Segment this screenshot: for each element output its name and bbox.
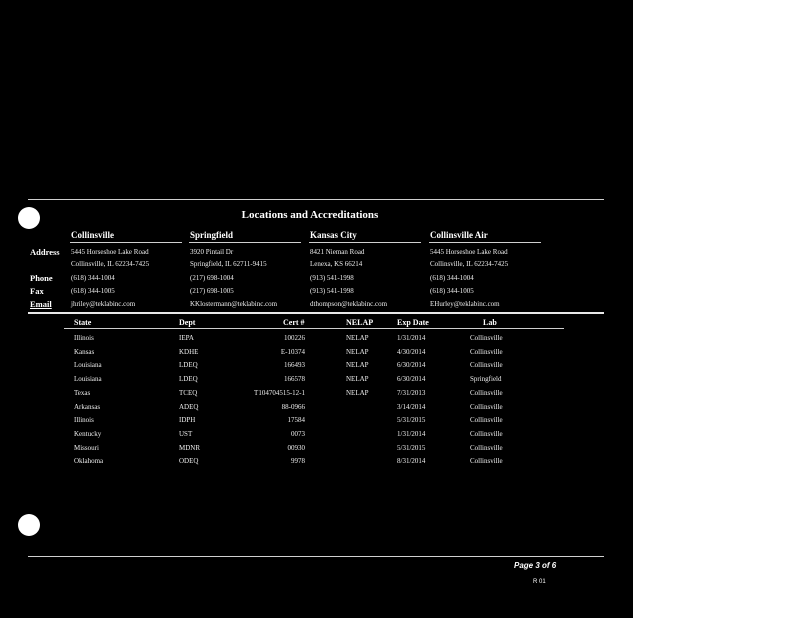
col-header-lab: Lab xyxy=(483,318,497,327)
revision-tag: R 01 xyxy=(533,579,546,585)
table-cell: 6/30/2014 xyxy=(397,361,426,370)
table-cell: 7/31/2013 xyxy=(397,388,426,397)
section-rule xyxy=(28,312,604,314)
phone-label: Phone xyxy=(30,273,53,283)
table-cell: 1/31/2014 xyxy=(397,334,426,342)
table-cell: Springfield xyxy=(470,375,502,384)
table-header-rule xyxy=(64,328,564,329)
address-line1: 3920 Pintail Dr xyxy=(190,248,234,256)
table-cell: 9978 xyxy=(291,457,305,466)
phone-value: (618) 344-1004 xyxy=(71,274,115,282)
address-line2: Springfield, IL 62711-9415 xyxy=(190,260,267,268)
table-cell: Collinsville xyxy=(470,457,503,466)
table-cell: 1/31/2014 xyxy=(397,429,426,438)
address-line1: 5445 Horseshoe Lake Road xyxy=(430,248,508,256)
location-underline xyxy=(70,242,182,243)
table-cell: 166578 xyxy=(284,375,305,384)
table-cell: KDHE xyxy=(179,347,199,356)
punch-hole xyxy=(18,207,40,229)
table-cell: 5/31/2015 xyxy=(397,443,426,452)
address-label: Address xyxy=(30,247,60,257)
table-cell: LDEQ xyxy=(179,361,198,370)
address-line2: Collinsville, IL 62234-7425 xyxy=(71,260,150,268)
location-header: Springfield xyxy=(190,230,234,240)
location-header: Collinsville Air xyxy=(430,230,488,240)
table-cell: Collinsville xyxy=(470,388,503,397)
fax-value: (913) 541-1998 xyxy=(310,287,354,295)
table-cell: IEPA xyxy=(179,334,194,342)
table-cell: E-10374 xyxy=(280,347,305,356)
email-label: Email xyxy=(30,299,52,309)
table-cell: NELAP xyxy=(346,388,369,397)
table-cell: Kentucky xyxy=(74,429,102,438)
table-cell: ADEQ xyxy=(179,402,199,411)
location-header: Collinsville xyxy=(71,230,115,240)
address-line1: 5445 Horseshoe Lake Road xyxy=(71,248,149,256)
top-rule xyxy=(28,199,604,200)
address-line2: Collinsville, IL 62234-7425 xyxy=(430,260,509,268)
table-cell: ODEQ xyxy=(179,457,199,466)
email-value[interactable]: KKlostermann@teklabinc.com xyxy=(190,300,278,308)
email-value[interactable]: jhriley@teklabinc.com xyxy=(71,300,136,308)
table-cell: 4/30/2014 xyxy=(397,347,426,356)
location-underline xyxy=(309,242,421,243)
table-cell: Oklahoma xyxy=(74,457,104,466)
table-cell: 3/14/2014 xyxy=(397,402,426,411)
location-underline xyxy=(429,242,541,243)
bottom-rule xyxy=(28,556,604,557)
email-value[interactable]: EHurley@teklabinc.com xyxy=(430,300,500,308)
punch-hole xyxy=(18,514,40,536)
table-cell: Illinois xyxy=(74,416,94,425)
table-cell: Collinsville xyxy=(470,416,503,425)
table-cell: NELAP xyxy=(346,347,369,356)
phone-value: (217) 698-1004 xyxy=(190,274,234,282)
table-cell: TCEQ xyxy=(179,388,198,397)
table-cell: Arkansas xyxy=(74,402,101,411)
table-cell: Kansas xyxy=(74,347,95,356)
phone-value: (618) 344-1004 xyxy=(430,274,474,282)
table-cell: UST xyxy=(179,429,193,438)
table-cell: Collinsville xyxy=(470,402,503,411)
table-cell: Louisiana xyxy=(74,375,102,384)
table-cell: 88-0966 xyxy=(281,402,305,411)
col-header-nelap: NELAP xyxy=(346,318,374,327)
location-header: Kansas City xyxy=(310,230,357,240)
fax-value: (217) 698-1005 xyxy=(190,287,234,295)
table-cell: T104704515-12-1 xyxy=(254,388,305,397)
table-cell: NELAP xyxy=(346,375,369,384)
table-cell: IDPH xyxy=(179,416,196,425)
table-cell: Missouri xyxy=(74,443,99,452)
col-header-state: State xyxy=(74,318,92,327)
table-cell: 100226 xyxy=(284,334,305,342)
fax-label: Fax xyxy=(30,286,44,296)
address-line1: 8421 Nieman Road xyxy=(310,248,365,256)
table-cell: Louisiana xyxy=(74,361,102,370)
table-cell: 17584 xyxy=(287,416,305,425)
table-cell: Collinsville xyxy=(470,361,503,370)
table-cell: 166493 xyxy=(284,361,305,370)
col-header-dept: Dept xyxy=(179,318,196,327)
table-cell: 00930 xyxy=(287,443,305,452)
table-cell: 8/31/2014 xyxy=(397,457,426,466)
table-cell: NELAP xyxy=(346,334,369,342)
table-cell: 6/30/2014 xyxy=(397,375,426,384)
table-cell: MDNR xyxy=(179,443,201,452)
fax-value: (618) 344-1005 xyxy=(430,287,474,295)
fax-value: (618) 344-1005 xyxy=(71,287,115,295)
table-cell: Collinsville xyxy=(470,429,503,438)
table-cell: Collinsville xyxy=(470,443,503,452)
table-cell: 0073 xyxy=(291,429,305,438)
table-cell: Illinois xyxy=(74,334,94,342)
location-underline xyxy=(189,242,301,243)
col-header-exp-date: Exp Date xyxy=(397,318,429,327)
table-cell: 5/31/2015 xyxy=(397,416,426,425)
table-cell: Texas xyxy=(74,388,91,397)
address-line2: Lenexa, KS 66214 xyxy=(310,260,363,268)
email-value[interactable]: dthompson@teklabinc.com xyxy=(310,300,388,308)
page-number: Page 3 of 6 xyxy=(514,561,557,570)
table-cell: Collinsville xyxy=(470,334,503,342)
phone-value: (913) 541-1998 xyxy=(310,274,354,282)
page-title: Locations and Accreditations xyxy=(241,209,379,221)
table-cell: Collinsville xyxy=(470,347,503,356)
table-cell: NELAP xyxy=(346,361,369,370)
table-cell: LDEQ xyxy=(179,375,198,384)
col-header-cert: Cert # xyxy=(283,318,305,327)
